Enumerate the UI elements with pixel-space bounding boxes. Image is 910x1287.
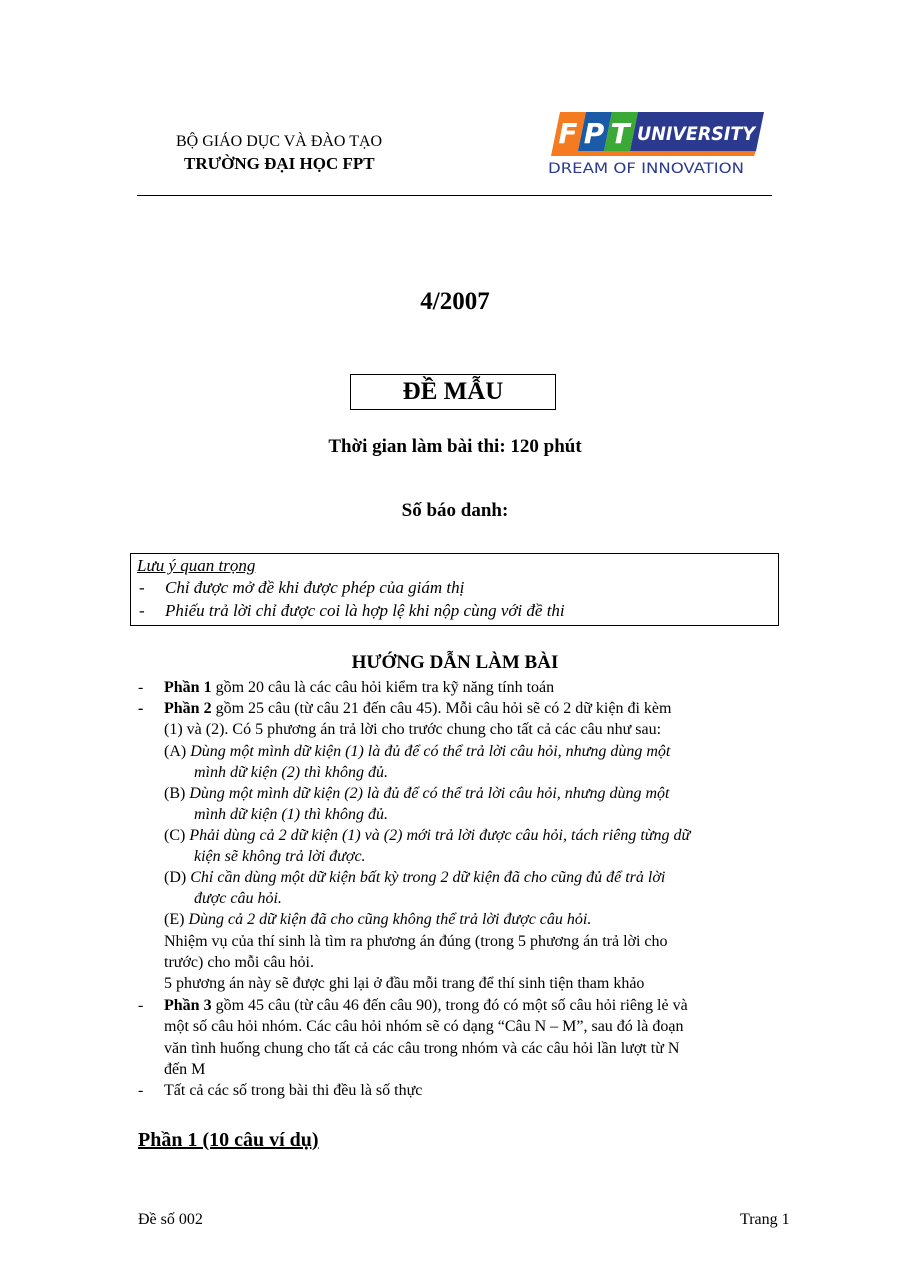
option-text-cont: kiện sẽ không trả lời được. (194, 848, 366, 865)
option-d (164, 868, 665, 888)
reminder-line: 5 phương án này sẽ được ghi lại ở đầu mỗi trang để thí sinh tiện tham khảo (164, 975, 645, 992)
option-text-cont: được câu hỏi. (194, 890, 282, 907)
school-name: TRƯỜNG ĐẠI HỌC FPT (184, 154, 375, 173)
guide-title: HƯỚNG DẪN LÀM BÀI (351, 652, 559, 673)
logo-university-word: UNIVERSITY (637, 123, 758, 145)
candidate-number-label: Số báo danh: (401, 500, 509, 521)
guide-last-item: Tất cả các số trong bài thi đều là số thực (164, 1082, 423, 1099)
option-text: Dùng một mình dữ kiện (1) là đủ để có thể trả lời câu hỏi, nhưng dùng một (190, 743, 671, 760)
time-limit: Thời gian làm bài thi: 120 phút (328, 436, 582, 457)
option-key: (D) (164, 869, 191, 886)
notice-dash: - (139, 578, 145, 597)
option-key: (C) (164, 827, 190, 844)
option-b (164, 784, 669, 804)
option-a (164, 742, 670, 762)
list-dash: - (138, 679, 144, 696)
footer-exam-code: Đề số 002 (138, 1211, 203, 1228)
notice-dash: - (139, 601, 145, 620)
logo-letter-t: T (610, 117, 630, 150)
header-divider (137, 195, 772, 196)
part3-label: Phần 3 (164, 997, 212, 1014)
option-c (164, 826, 690, 846)
option-key: (A) (164, 743, 191, 760)
exam-date: 4/2007 (420, 288, 490, 315)
fpt-university-logo (546, 109, 768, 177)
part3-continuation: đến M (164, 1061, 206, 1078)
list-dash: - (138, 1082, 144, 1099)
part2-label: Phần 2 (164, 700, 212, 717)
notice-item: Phiếu trả lời chỉ được coi là hợp lệ khi nộp cùng với đề thi (165, 601, 565, 620)
section-heading: Phần 1 (10 câu ví dụ) (138, 1129, 319, 1151)
guide-part1 (164, 678, 554, 698)
part3-continuation: một số câu hỏi nhóm. Các câu hỏi nhóm sẽ có dạng “Câu N – M”, sau đó là đoạn (164, 1018, 684, 1035)
notice-box (130, 553, 779, 626)
exam-title: ĐỀ MẪU (350, 374, 556, 410)
part1-label: Phần 1 (164, 679, 212, 696)
option-text-cont: mình dữ kiện (1) thì không đủ. (194, 806, 389, 823)
option-text: Dùng một mình dữ kiện (2) là đủ để có thể trả lời câu hỏi, nhưng dùng một (189, 785, 670, 802)
task-line: Nhiệm vụ của thí sinh là tìm ra phương án đúng (trong 5 phương án trả lời cho (164, 933, 668, 950)
part1-text: gồm 20 câu là các câu hỏi kiểm tra kỹ năng tính toán (211, 679, 555, 696)
part2-continuation: (1) và (2). Có 5 phương án trả lời cho trước chung cho tất cả các câu như sau: (164, 721, 662, 738)
notice-item: Chỉ được mở đề khi được phép của giám thị (165, 578, 465, 597)
part3-text: gồm 45 câu (từ câu 46 đến câu 90), trong đó có một số câu hỏi riêng lẻ và (211, 997, 688, 1014)
option-key: (E) (164, 911, 189, 928)
notice-title: Lưu ý quan trọng (137, 556, 256, 575)
logo-orange-bar (551, 151, 756, 156)
part3-continuation: văn tình huống chung cho tất cả các câu trong nhóm và các câu hỏi lần lượt từ N (164, 1040, 680, 1057)
option-text: Phải dùng cả 2 dữ kiện (1) và (2) mới trả lời được câu hỏi, tách riêng từng dữ (189, 827, 691, 844)
logo-letter-f: F (558, 117, 578, 150)
option-key: (B) (164, 785, 190, 802)
part2-text: gồm 25 câu (từ câu 21 đến câu 45). Mỗi câu hỏi sẽ có 2 dữ kiện đi kèm (211, 700, 672, 717)
logo-tagline: DREAM OF INNOVATION (548, 161, 744, 177)
logo-letter-p: P (583, 117, 605, 150)
guide-part3 (164, 996, 688, 1016)
option-text: Chỉ cần dùng một dữ kiện bất kỳ trong 2 dữ kiện đã cho cũng đủ để trả lời (190, 869, 666, 886)
list-dash: - (138, 700, 144, 717)
option-e (164, 910, 591, 930)
footer-page-number: Trang 1 (740, 1211, 790, 1228)
option-text: Dùng cả 2 dữ kiện đã cho cũng không thể trả lời được câu hỏi. (188, 911, 592, 928)
guide-part2 (164, 699, 671, 719)
list-dash: - (138, 997, 144, 1014)
task-line: trước) cho mỗi câu hỏi. (164, 954, 314, 971)
option-text-cont: mình dữ kiện (2) thì không đủ. (194, 764, 389, 781)
ministry-name: BỘ GIÁO DỤC VÀ ĐÀO TẠO (176, 133, 383, 150)
